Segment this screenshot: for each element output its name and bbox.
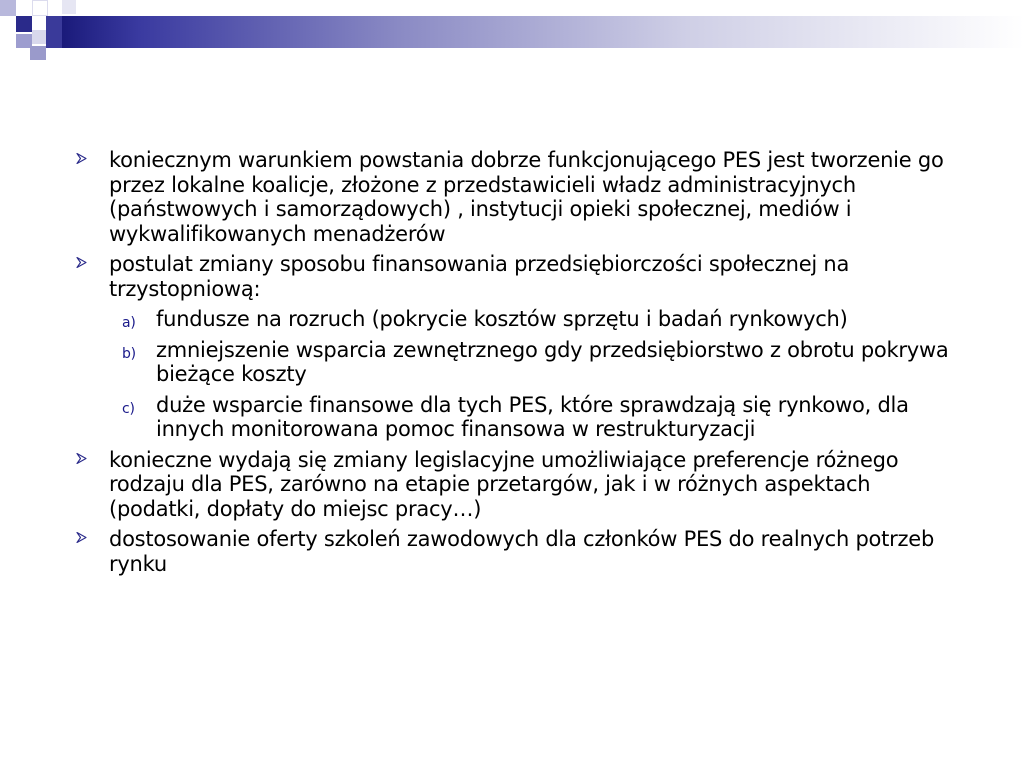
arrowhead-bullet-icon xyxy=(76,453,87,464)
sub-marker: b) xyxy=(122,345,136,362)
sub-list xyxy=(72,307,962,442)
arrowhead-bullet-icon xyxy=(76,532,87,543)
arrowhead-bullet-icon xyxy=(76,257,87,268)
decor-square xyxy=(32,0,48,16)
bullet-item xyxy=(72,527,962,576)
header-gradient-bar xyxy=(62,16,1024,48)
bullet-item xyxy=(72,448,962,522)
sub-marker: a) xyxy=(122,315,136,331)
bullet-text: dostosowanie oferty szkoleń zawodowych dla członków PES do realnych potrzeb rynku xyxy=(109,527,935,576)
bullet-item xyxy=(72,148,962,246)
arrowhead-bullet-icon xyxy=(76,153,87,164)
bullet-list xyxy=(72,148,962,582)
decor-square xyxy=(30,46,46,60)
sub-item xyxy=(72,307,962,332)
decor-square xyxy=(16,16,32,32)
decor-square xyxy=(62,0,76,14)
sub-marker: c) xyxy=(122,400,135,417)
bullet-text: koniecznym warunkiem powstania dobrze funkcjonującego PES jest tworzenie go przez lokalne koalicje, złożone z przedstawicieli władz administracyjnych (państwowych i samorządowych) , instytucji opieki społecznej, mediów i wykwalifikowanych menadżerów xyxy=(109,148,944,246)
sub-item xyxy=(72,393,962,442)
decor-square xyxy=(0,0,16,16)
bullet-item xyxy=(72,252,962,301)
decor-square xyxy=(32,30,46,44)
decor-square xyxy=(46,16,62,48)
bullet-text: postulat zmiany sposobu finansowania przedsiębiorczości społecznej na trzystopniową: xyxy=(109,252,850,301)
sub-item xyxy=(72,338,962,387)
sub-text: duże wsparcie finansowe dla tych PES, które sprawdzają się rynkowo, dla innych monitorowana pomoc finansowa w restrukturyzacji xyxy=(156,392,909,441)
sub-text: zmniejszenie wsparcia zewnętrznego gdy przedsiębiorstwo z obrotu pokrywa bieżące koszty xyxy=(156,337,949,386)
bullet-text: konieczne wydają się zmiany legislacyjne umożliwiające preferencje różnego rodzaju dla PES, zarówno na etapie przetargów, jak i w różnych aspektach (podatki, dopłaty do miejsc pracy…) xyxy=(109,447,899,521)
sub-text: fundusze na rozruch (pokrycie kosztów sprzętu i badań rynkowych) xyxy=(156,307,848,331)
